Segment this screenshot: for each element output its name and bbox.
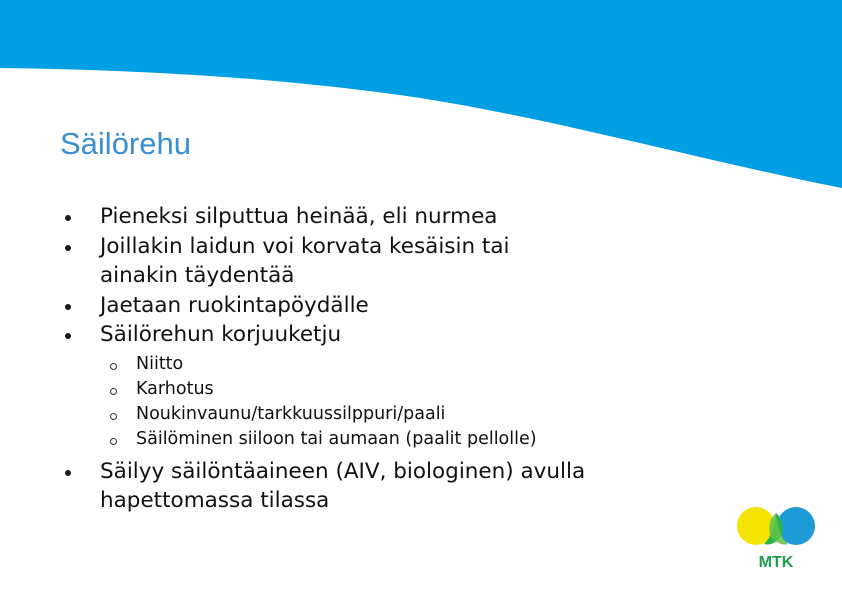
bullet-list [62,202,682,516]
bullet-dot-icon [65,333,71,339]
mtk-logo [734,504,818,574]
sub-bullet-item [62,352,682,377]
sub-bullet-item [62,377,682,402]
sub-bullet-text: Niitto [136,353,184,374]
bullet-line: Joillakin laidun voi korvata kesäisin tai [100,233,510,259]
bullet-item [62,232,682,291]
bullet-line: Jaetaan ruokintapöydälle [100,292,369,318]
bullet-item [62,320,682,350]
mtk-logo-text: MTK [758,554,794,571]
bullet-dot-icon [65,245,71,251]
sub-bullet-text: Säilöminen siiloon tai aumaan (paalit pellolle) [136,428,537,449]
bullet-dot-icon [65,215,71,221]
bullet-item [62,202,682,232]
sub-bullet-ring-icon [110,388,117,395]
bullet-item [62,457,682,516]
bullet-item [62,291,682,321]
sub-bullet-ring-icon [110,363,117,370]
sub-bullet-ring-icon [110,438,117,445]
bullet-dot-icon [65,304,71,310]
sub-bullet-item [62,402,682,427]
sub-bullet-text: Karhotus [136,378,214,399]
bullet-line: hapettomassa tilassa [100,488,330,513]
slide-title: Säilörehu [60,126,191,161]
bullet-line: Säilyy säilöntäaineen (AIV, biologinen) avulla [100,458,586,484]
sub-bullet-list [62,352,682,452]
bullet-line: ainakin täydentää [100,263,295,288]
sub-bullet-ring-icon [110,413,117,420]
bullet-dot-icon [65,470,71,476]
bullet-line: Pieneksi silputtua heinää, eli nurmea [100,204,498,229]
bullet-line: Säilörehun korjuuketju [100,322,342,347]
sub-bullet-text: Noukinvaunu/tarkkuussilppuri/paali [136,403,446,424]
sub-bullet-item [62,427,682,452]
